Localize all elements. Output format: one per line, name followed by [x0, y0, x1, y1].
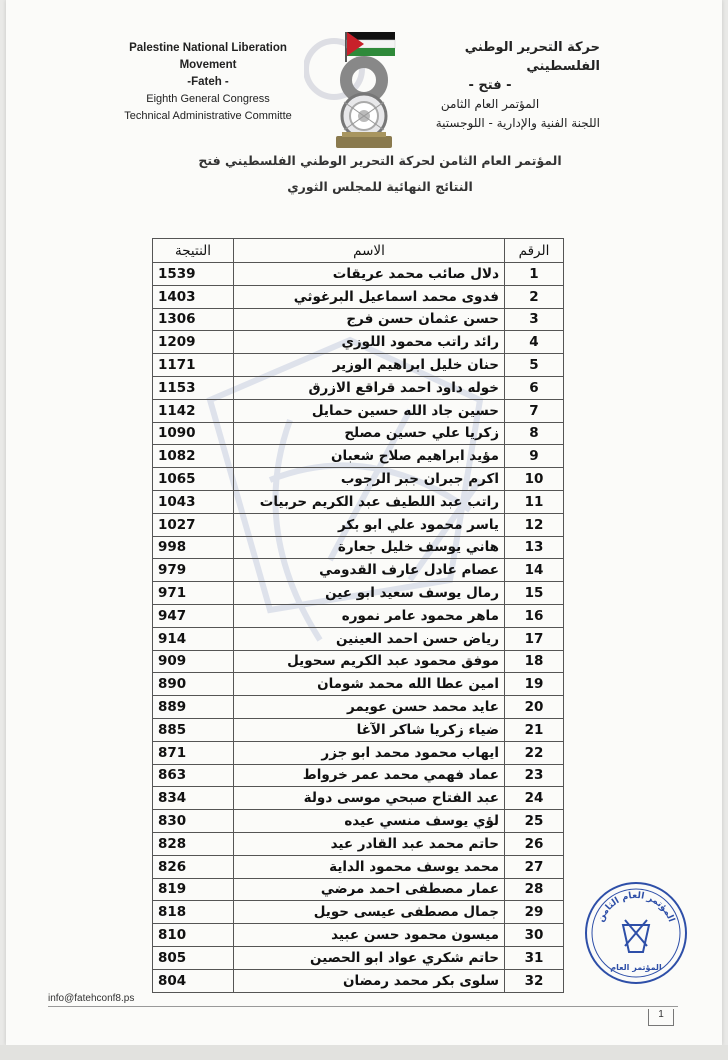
table-row: [153, 627, 564, 650]
row-result: 914: [153, 627, 234, 650]
row-number: 32: [505, 969, 564, 992]
row-number: 16: [505, 604, 564, 627]
row-result: 818: [153, 901, 234, 924]
row-name: حسن عثمان حسن فرج: [234, 308, 505, 331]
table-row: [153, 946, 564, 969]
stamp-top-text: المؤتمر العام الثامن: [596, 890, 676, 924]
row-name: ايهاب محمود محمد ابو جزر: [234, 741, 505, 764]
table-row: [153, 718, 564, 741]
row-result: 1043: [153, 490, 234, 513]
row-number: 13: [505, 536, 564, 559]
row-name: حاتم شكري عواد ابو الحصين: [234, 946, 505, 969]
table-row: [153, 308, 564, 331]
row-result: 1306: [153, 308, 234, 331]
row-result: 830: [153, 810, 234, 833]
row-number: 19: [505, 673, 564, 696]
row-result: 1209: [153, 331, 234, 354]
row-result: 889: [153, 696, 234, 719]
row-name: دلال صائب محمد عريقات: [234, 263, 505, 286]
row-name: خوله داود احمد قراقع الازرق: [234, 376, 505, 399]
header-arabic: [410, 38, 600, 133]
congress-8-logo-icon: [304, 24, 414, 152]
row-name: فدوى محمد اسماعيل البرغوثي: [234, 285, 505, 308]
table-row: [153, 399, 564, 422]
row-number: 23: [505, 764, 564, 787]
row-result: 1403: [153, 285, 234, 308]
row-number: 5: [505, 354, 564, 377]
table-row: [153, 263, 564, 286]
table-row: [153, 513, 564, 536]
row-result: 971: [153, 582, 234, 605]
table-row: [153, 331, 564, 354]
row-number: 1: [505, 263, 564, 286]
row-name: لؤي يوسف منسي عيده: [234, 810, 505, 833]
row-number: 30: [505, 924, 564, 947]
row-name: محمد يوسف محمود الداية: [234, 855, 505, 878]
row-result: 1171: [153, 354, 234, 377]
table-row: [153, 878, 564, 901]
row-result: 810: [153, 924, 234, 947]
row-number: 11: [505, 490, 564, 513]
row-result: 863: [153, 764, 234, 787]
row-number: 2: [505, 285, 564, 308]
row-name: زكريا علي حسين مصلح: [234, 422, 505, 445]
row-number: 12: [505, 513, 564, 536]
table-row: [153, 696, 564, 719]
row-number: 4: [505, 331, 564, 354]
table-row: [153, 924, 564, 947]
row-result: 828: [153, 832, 234, 855]
row-number: 22: [505, 741, 564, 764]
row-result: 1090: [153, 422, 234, 445]
table-header-row: [153, 239, 564, 263]
svg-text:المؤتمر العام الثامن: [596, 891, 676, 924]
row-name: سلوى بكر محمد رمضان: [234, 969, 505, 992]
row-number: 21: [505, 718, 564, 741]
header-result: النتيجة: [153, 239, 234, 263]
header-english: [108, 40, 308, 125]
row-result: 998: [153, 536, 234, 559]
document-title: [180, 148, 580, 200]
row-name: ياسر محمود علي ابو بكر: [234, 513, 505, 536]
row-number: 10: [505, 468, 564, 491]
table-row: [153, 810, 564, 833]
row-name: رمال يوسف سعيد ابو عين: [234, 582, 505, 605]
row-result: 1065: [153, 468, 234, 491]
row-result: 819: [153, 878, 234, 901]
row-name: ضياء زكريا شاكر الآغا: [234, 718, 505, 741]
table-row: [153, 422, 564, 445]
row-number: 17: [505, 627, 564, 650]
results-table: [152, 238, 564, 993]
table-row: [153, 490, 564, 513]
table-row: [153, 582, 564, 605]
header-en-congress: Eighth General Congress: [146, 93, 270, 105]
row-result: 871: [153, 741, 234, 764]
row-result: 804: [153, 969, 234, 992]
table-row: [153, 376, 564, 399]
table-row: [153, 468, 564, 491]
row-name: عمار مصطفى احمد مرضي: [234, 878, 505, 901]
row-number: 3: [505, 308, 564, 331]
row-result: 1027: [153, 513, 234, 536]
table-row: [153, 536, 564, 559]
row-name: رائد راتب محمود اللوزي: [234, 331, 505, 354]
row-result: 909: [153, 650, 234, 673]
row-result: 890: [153, 673, 234, 696]
row-number: 20: [505, 696, 564, 719]
congress-stamp-icon: [583, 880, 689, 986]
row-result: 947: [153, 604, 234, 627]
row-number: 9: [505, 445, 564, 468]
table-row: [153, 787, 564, 810]
row-number: 26: [505, 832, 564, 855]
row-name: ميسون محمود حسن عبيد: [234, 924, 505, 947]
row-result: 1142: [153, 399, 234, 422]
row-name: رياض حسن احمد العينين: [234, 627, 505, 650]
row-number: 29: [505, 901, 564, 924]
table-row: [153, 604, 564, 627]
header-en-org: Palestine National Liberation Movement: [129, 42, 287, 71]
page-number: 1: [648, 1009, 674, 1026]
table-row: [153, 673, 564, 696]
table-row: [153, 741, 564, 764]
stamp-bottom-text: المؤتمر العام: [610, 963, 662, 972]
row-result: 805: [153, 946, 234, 969]
table-row: [153, 650, 564, 673]
row-result: 1539: [153, 263, 234, 286]
row-number: 7: [505, 399, 564, 422]
row-name: حاتم محمد عبد القادر عيد: [234, 832, 505, 855]
row-number: 31: [505, 946, 564, 969]
row-number: 24: [505, 787, 564, 810]
row-result: 834: [153, 787, 234, 810]
row-name: موفق محمود عبد الكريم سحويل: [234, 650, 505, 673]
row-number: 18: [505, 650, 564, 673]
row-number: 25: [505, 810, 564, 833]
row-result: 1153: [153, 376, 234, 399]
table-row: [153, 354, 564, 377]
row-name: عصام عادل عارف القدومي: [234, 559, 505, 582]
row-name: حنان خليل ابراهيم الوزير: [234, 354, 505, 377]
row-result: 885: [153, 718, 234, 741]
table-row: [153, 832, 564, 855]
row-name: مؤيد ابراهيم صلاح شعبان: [234, 445, 505, 468]
header-en-abbr: -Fateh -: [187, 76, 229, 88]
row-result: 826: [153, 855, 234, 878]
header-ar-committee: اللجنة الفنية والإدارية - اللوجستية: [435, 116, 600, 130]
table-row: [153, 901, 564, 924]
row-number: 6: [505, 376, 564, 399]
row-name: عبد الفتاح صبحي موسى دولة: [234, 787, 505, 810]
row-name: عايد محمد حسن عويمر: [234, 696, 505, 719]
header-ar-congress: المؤتمر العام الثامن: [440, 97, 540, 111]
row-number: 8: [505, 422, 564, 445]
row-number: 15: [505, 582, 564, 605]
title-line-2: النتائج النهائية للمجلس الثوري: [287, 179, 473, 194]
header-en-committee: Technical Administrative Committe: [124, 110, 292, 122]
footer-email: info@fatehconf8.ps: [48, 993, 135, 1004]
table-row: [153, 445, 564, 468]
table-row: [153, 559, 564, 582]
row-result: 979: [153, 559, 234, 582]
table-row: [153, 969, 564, 992]
row-number: 28: [505, 878, 564, 901]
row-name: اكرم جبران جبر الرجوب: [234, 468, 505, 491]
row-name: راتب عبد اللطيف عبد الكريم حربيات: [234, 490, 505, 513]
row-name: امين عطا الله محمد شومان: [234, 673, 505, 696]
table-row: [153, 764, 564, 787]
row-name: جمال مصطفى عيسى حويل: [234, 901, 505, 924]
row-number: 27: [505, 855, 564, 878]
table-row: [153, 285, 564, 308]
row-result: 1082: [153, 445, 234, 468]
header-num: الرقم: [505, 239, 564, 263]
title-line-1: المؤتمر العام الثامن لحركة التحرير الوطني الفلسطيني فتح: [198, 153, 562, 168]
bottom-strip: [0, 1045, 728, 1060]
row-name: عماد فهمي محمد عمر خرواط: [234, 764, 505, 787]
row-name: هاني يوسف خليل جعارة: [234, 536, 505, 559]
row-number: 14: [505, 559, 564, 582]
header-ar-abbr: - فتح -: [468, 78, 512, 93]
row-name: ماهر محمود عامر نموره: [234, 604, 505, 627]
footer-divider: [48, 1006, 678, 1007]
table-row: [153, 855, 564, 878]
header-ar-org: حركة التحرير الوطني الفلسطيني: [464, 40, 600, 74]
header-name: الاسم: [234, 239, 505, 263]
row-name: حسين جاد الله حسين حمايل: [234, 399, 505, 422]
